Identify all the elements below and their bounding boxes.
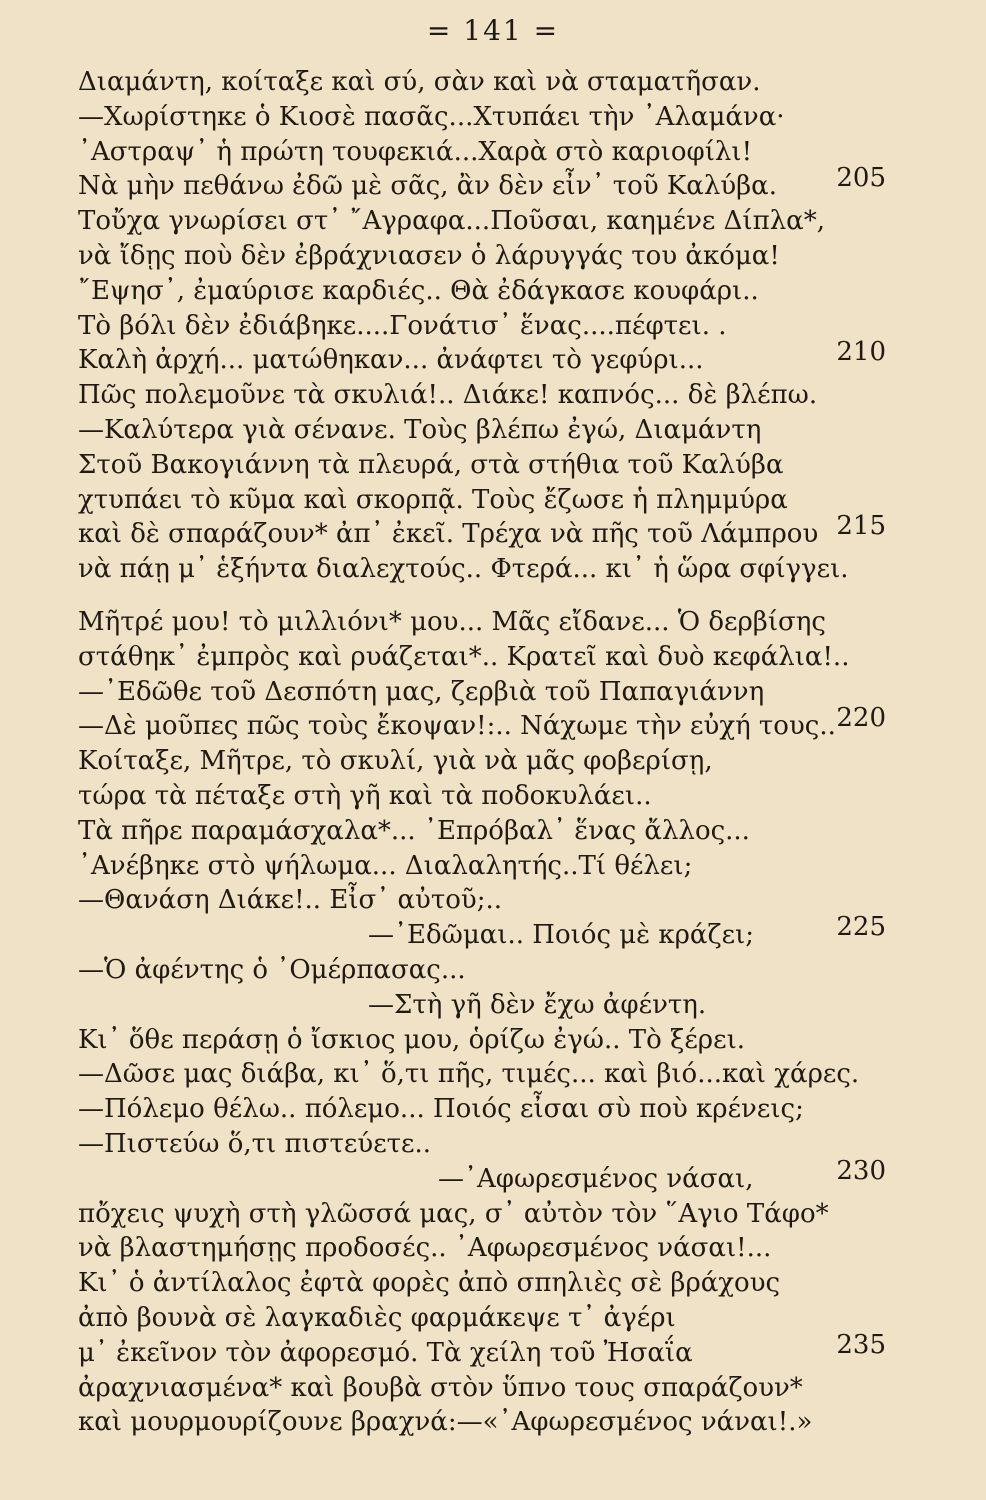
verse-line — [0, 99, 986, 135]
verse-line — [0, 337, 986, 378]
verse-line — [0, 1404, 986, 1440]
verse-text: —Καλύτερα γιὰ σένανε. Τοὺς βλέπω ἐγώ, Διαμάντη — [78, 415, 762, 445]
verse-line — [0, 778, 986, 814]
line-number: 235 — [836, 1329, 886, 1360]
verse-line — [0, 1155, 986, 1197]
line-number: 215 — [836, 511, 886, 542]
verse-text: νὰ πάῃ μ᾿ ἑξήντα διαλεχτούς.. Φτερά... κι᾿ ἡ ὥρα σφίγγει. — [78, 554, 849, 585]
verse-text: Κοίταξε, Μῆτρε, τὸ σκυλί, γιὰ νὰ μᾶς φοβερίσῃ, — [78, 746, 713, 777]
verse-text: Νὰ μὴν πεθάνω ἐδῶ μὲ σᾶς, ἂν δὲν εἶν᾿ τοῦ Καλύβα. — [78, 171, 778, 202]
verse-text: τώρα τὰ πέταξε στὴ γῆ καὶ τὰ ποδοκυλάει.. — [78, 781, 652, 811]
verse-text: καὶ μουρμουρίζουνε βραχνά:—«᾿Αφωρεσμένος νάναι!.» — [78, 1407, 813, 1438]
verse-line — [0, 813, 986, 849]
verse-text: Κι᾿ ὁ ἀντίλαλος ἐφτὰ φορὲς ἀπὸ σπηλιὲς σὲ βράχους — [78, 1268, 781, 1299]
verse-line — [0, 1329, 986, 1371]
verse-text: Στοῦ Βακογιάννη τὰ πλευρά, στὰ στήθια τοῦ Καλύβα — [78, 449, 784, 480]
verse-line — [0, 1056, 986, 1092]
verse-text: Καλὴ ἀρχή... ματώθηκαν... ἀνάφτει τὸ γεφύρι... — [78, 345, 704, 376]
page-number: = 141 = — [426, 14, 560, 47]
verse-line — [0, 848, 986, 884]
verse-text: Μῆτρέ μου! τὸ μιλλιόνι* μου... Μᾶς εἴδανε... Ὁ δερβίσης — [78, 607, 826, 637]
line-number: 205 — [836, 163, 886, 194]
verse-line — [0, 1091, 986, 1127]
verse-line — [0, 952, 986, 988]
verse-line — [0, 163, 986, 204]
line-number: 220 — [836, 703, 886, 734]
verse-text: ᾿Αστραψ᾿ ἡ πρώτη τουφεκιά...Χαρὰ στὸ καριοφίλι! — [78, 136, 753, 167]
verse-text: Τὸ βόλι δὲν ἐδιάβηκε....Γονάτισ᾿ ἕνας....πέφτει. . — [78, 310, 727, 341]
verse-text: —Δὲ μοῦπες πῶς τοὺς ἔκοψαν!:.. Νάχωμε τὴν εὐχή τους.. — [78, 711, 836, 742]
verse-text: καὶ δὲ σπαράζουν* ἀπ᾿ ἐκεῖ. Τρέχα νὰ πῆς τοῦ Λάμπρου — [78, 519, 819, 550]
verse-text: —Χωρίστηκε ὁ Κιοσὲ πασᾶς...Χτυπάει τὴν ᾿Αλαμάνα· — [78, 101, 785, 132]
verse-line — [0, 377, 986, 413]
verse-text: ῎Εψησ᾿, ἐμαύρισε καρδιές.. Θὰ ἐδάγκασε κουφάρι.. — [78, 275, 759, 306]
verse-line — [0, 203, 986, 239]
verse-text: —᾿Αφωρεσμένος νάσαι, — [438, 1163, 754, 1194]
verse-line — [0, 1230, 986, 1266]
verse-text: —Δῶσε μας διάβα, κι᾿ ὅ,τι πῆς, τιμές... καὶ βιό...καὶ χάρες. — [78, 1059, 860, 1090]
verse-text: —᾿Εδῶθε τοῦ Δεσπότη μας, ζερβιὰ τοῦ Παπαγιάννη — [78, 676, 765, 707]
verse-line — [0, 1265, 986, 1301]
verse-text: πὄχεις ψυχὴ στὴ γλῶσσά μας, σ᾿ αὐτὸν τὸν ῞Αγιο Τάφο* — [78, 1198, 829, 1229]
verse-text: χτυπάει τὸ κῦμα καὶ σκορπᾷ. Τοὺς ἔζωσε ἡ πλημμύρα — [78, 484, 788, 515]
verse-text: —Πόλεμο θέλω.. πόλεμο... Ποιός εἶσαι σὺ ποὺ κρένεις; — [78, 1094, 804, 1125]
verse-line — [0, 511, 986, 552]
verse-text: —Ὁ ἀφέντης ὁ ᾿Ομέρπασας... — [78, 955, 466, 985]
verse-line — [0, 412, 986, 448]
verse-line — [0, 912, 986, 953]
line-number: 210 — [836, 337, 886, 368]
verse-line — [0, 447, 986, 483]
verse-text: μ᾿ ἐκεῖνον τὸν ἀφορεσμό. Τὰ χείλη τοῦ Ἠσαΐα — [78, 1337, 693, 1368]
line-number: 230 — [836, 1155, 886, 1186]
verse-text: —᾿Εδῶμαι.. Ποιός μὲ κράζει; — [368, 920, 755, 951]
verse-text: νὰ βλαστημήσῃς προδοσές.. ᾿Αφωρεσμένος νάσαι!... — [78, 1233, 772, 1264]
verse-line — [0, 1370, 986, 1406]
verse-line — [0, 1022, 986, 1058]
verse-text: Τὰ πῆρε παραμάσχαλα*... ᾿Επρόβαλ᾿ ἕνας ἄλλος... — [78, 815, 750, 846]
verse-text: —Πιστεύω ὅ,τι πιστεύετε.. — [78, 1129, 432, 1159]
verse-line — [0, 1196, 986, 1232]
verse-text: ἀπὸ βουνὰ σὲ λαγκαδιὲς φαρμάκεψε τ᾿ ἀγέρι — [78, 1303, 676, 1333]
verse-text: Διαμάντη, κοίταξε καὶ σύ, σὰν καὶ νὰ σταματῆσαν. — [78, 67, 761, 97]
verse-text: στάθηκ᾿ ἐμπρὸς καὶ ρυάζεται*.. Κρατεῖ καὶ δυὸ κεφάλια!.. — [78, 641, 850, 672]
verse-line — [0, 703, 986, 744]
verse-text: Τοὔχα γνωρίσει στ᾿ ῎Αγραφα...Ποῦσαι, καημένε Δίπλα*, — [78, 206, 826, 237]
verse-text: —Στὴ γῆ δὲν ἔχω ἀφέντη. — [368, 989, 707, 1020]
verse-line — [0, 273, 986, 309]
verse-line — [0, 639, 986, 675]
verse-line — [0, 238, 986, 274]
verse-line — [0, 64, 986, 100]
verse-line — [0, 604, 986, 640]
verse-text: ἀραχνιασμένα* καὶ βουβὰ στὸν ὕπνο τους σπαράζουν* — [78, 1372, 803, 1403]
verse-line — [0, 551, 986, 587]
verse-text: Πῶς πολεμοῦνε τὰ σκυλιά!.. Διάκε! καπνός... δὲ βλέπω. — [78, 380, 818, 411]
verse-line — [0, 743, 986, 779]
verse-text: —Θανάση Διάκε!.. Εἶσ᾿ αὐτοῦ;.. — [78, 885, 502, 916]
verse-line — [0, 987, 986, 1023]
verse-text: Κι᾿ ὅθε περάσῃ ὁ ἴσκιος μου, ὁρίζω ἐγώ.. Τὸ ξέρει. — [78, 1024, 746, 1055]
line-number: 225 — [836, 912, 886, 943]
verse-text: ᾿Ανέβηκε στὸ ψήλωμα... Διαλαλητής..Τί θέλει; — [78, 850, 693, 881]
verse-text: νὰ ἴδῃς ποὺ δὲν ἐβράχνιασεν ὁ λάρυγγάς του ἀκόμα! — [78, 241, 780, 271]
